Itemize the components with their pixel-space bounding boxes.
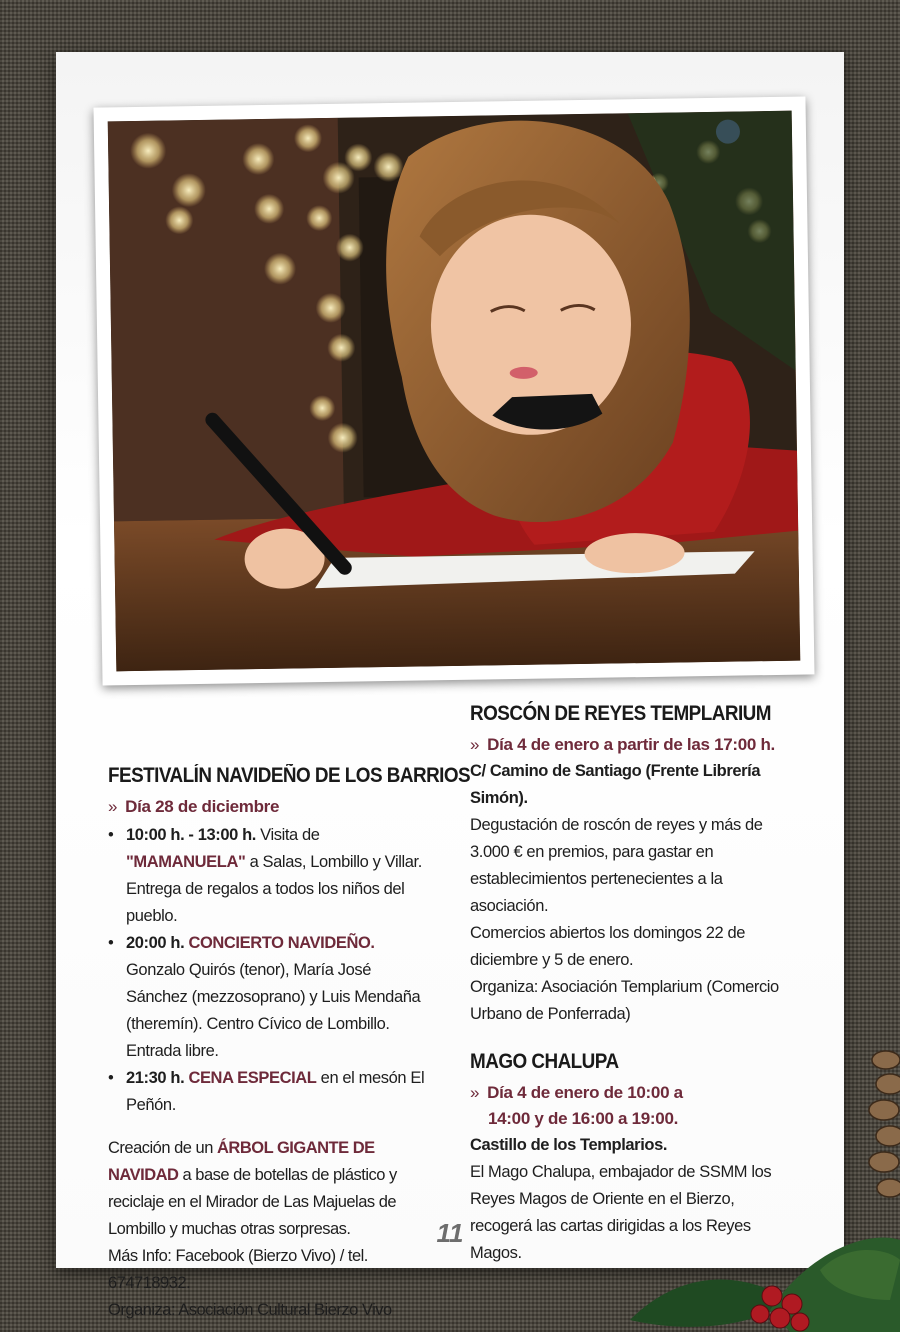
- roscon-comercios: Comercios abiertos los domingos 22 de diciembre y 5 de enero.: [470, 924, 746, 969]
- info-line: Más Info: Facebook (Bierzo Vivo) / tel. 674718932.: [108, 1247, 368, 1292]
- item-pre: Visita de: [255, 826, 320, 844]
- chevron-right-icon: »: [470, 1083, 480, 1102]
- item-post: Gonzalo Quirós (tenor), María José Sánchez (mezzosoprano) y Luis Mendaña (theremín). Centro Cívico de Lombillo. Entrada libre.: [126, 961, 421, 1060]
- festivalin-schedule-list: [108, 822, 434, 1119]
- roscon-date-text: Día 4 de enero a partir de las 17:00 h.: [487, 735, 775, 754]
- roscon-section: [470, 702, 796, 1028]
- list-item: [108, 1065, 434, 1119]
- tree-highlight: ÁRBOL GIGANTE DE NAVIDAD: [108, 1139, 375, 1184]
- tree-post: a base de botellas de plástico y reciclaje en el Mirador de Las Majuelas de Lombillo y muchas otras sorpresas.: [108, 1166, 397, 1238]
- organiza-line: Organiza: Asociación Cultural Bierzo Vivo: [108, 1301, 392, 1319]
- list-item: [108, 822, 434, 930]
- mago-date-cont: 14:00 y de 16:00 a 19:00.: [488, 1109, 679, 1128]
- mago-place: Castillo de los Templarios.: [470, 1136, 668, 1154]
- festivalin-title: FESTIVALÍN NAVIDEÑO DE LOS BARRIOS: [108, 764, 471, 787]
- mago-date: [470, 1080, 796, 1106]
- item-time: 20:00 h.: [126, 934, 185, 952]
- roscon-place: C/ Camino de Santiago (Frente Librería Simón).: [470, 762, 761, 807]
- page-number: 11: [436, 1218, 464, 1248]
- item-highlight: CENA ESPECIAL: [188, 1069, 317, 1087]
- mago-title: MAGO CHALUPA: [470, 1050, 619, 1073]
- girl-writing-letter-photo: [108, 111, 801, 672]
- chevron-right-icon: »: [108, 797, 118, 816]
- roscon-date: [470, 732, 796, 758]
- roscon-description: Degustación de roscón de reyes y más de 3.000 € en premios, para gastar en establecimientos pertenecientes a la asociación.: [470, 816, 763, 915]
- item-highlight: "MAMANUELA": [126, 853, 246, 871]
- item-post: en el mesón El Peñón.: [126, 1069, 425, 1114]
- pinecone-icon: [856, 1040, 900, 1230]
- item-highlight: CONCIERTO NAVIDEÑO.: [188, 934, 375, 952]
- item-post: a Salas, Lombillo y Villar. Entrega de regalos a todos los niños del pueblo.: [126, 853, 422, 925]
- mago-description: El Mago Chalupa, embajador de SSMM los Reyes Magos de Oriente en el Bierzo, recogerá las cartas dirigidas a los Reyes Magos.: [470, 1163, 772, 1262]
- list-item: [108, 930, 434, 1065]
- festivalin-date: [108, 794, 434, 820]
- chevron-right-icon: »: [470, 735, 480, 754]
- mago-date-text-1: Día 4 de enero de 10:00 a: [487, 1083, 683, 1102]
- item-time: 21:30 h.: [126, 1069, 185, 1087]
- roscon-title: ROSCÓN DE REYES TEMPLARIUM: [470, 702, 771, 725]
- tree-pre: Creación de un: [108, 1139, 217, 1157]
- roscon-organiza: Organiza: Asociación Templarium (Comercio Urbano de Ponferrada): [470, 978, 779, 1023]
- holly-decoration-icon: [620, 1210, 900, 1332]
- item-time: 10:00 h. - 13:00 h.: [126, 826, 256, 844]
- tree-paragraph: [108, 1135, 434, 1324]
- festivalin-date-text: Día 28 de diciembre: [125, 797, 280, 816]
- events-right-column: [470, 702, 796, 1267]
- photo-frame: [94, 96, 815, 685]
